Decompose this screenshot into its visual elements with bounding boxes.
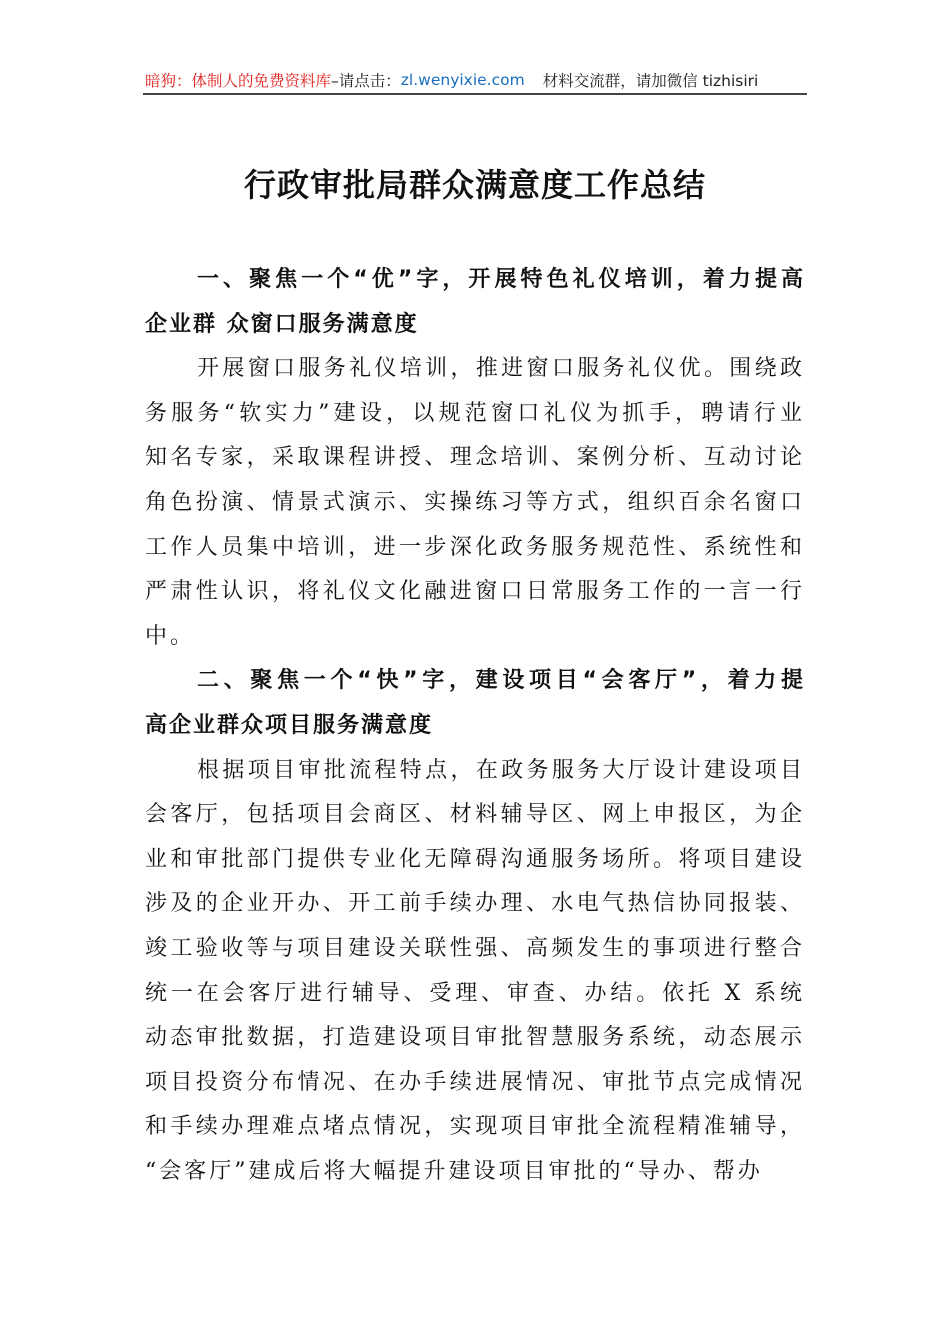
header-divider: [143, 93, 807, 95]
text-line: 企业群 众窗口服务满意度: [145, 311, 419, 337]
header-source-text: 暗狗：体制人的免费资料库: [145, 72, 332, 90]
body-paragraph: [145, 749, 805, 1195]
text-line: 务服务“软实力”建设，以规范窗口礼仪为抓手，聘请行业: [145, 400, 805, 426]
document-body: [145, 258, 805, 1194]
page-header: [145, 66, 805, 94]
body-paragraph: [145, 347, 805, 659]
text-line: 和手续办理难点堵点情况，实现项目审批全流程精准辅导，: [145, 1114, 805, 1140]
text-line: 高企业群众项目服务满意度: [145, 712, 434, 738]
text-line: 涉及的企业开办、开工前手续办理、水电气热信协同报装、: [145, 891, 805, 917]
section-heading: [145, 659, 805, 748]
section-heading: [145, 258, 805, 347]
document-title: 行政审批局群众满意度工作总结: [243, 166, 706, 204]
header-link[interactable]: zl.wenyixie.com: [400, 71, 525, 89]
text-line: 竣工验收等与项目建设关联性强、高频发生的事项进行整合: [145, 935, 805, 961]
text-line: 统一在会客厅进行辅导、受理、审查、办结。依托 X 系统: [145, 980, 805, 1006]
text-line: 工作人员集中培训，进一步深化政务服务规范性、系统性和: [145, 534, 805, 560]
text-line: 根据项目审批流程特点，在政务服务大厅设计建设项目: [197, 757, 805, 783]
text-line: 项目投资分布情况、在办手续进展情况、审批节点完成情况: [145, 1069, 805, 1095]
text-line: “会客厅”建成后将大幅提升建设项目审批的“导办、帮办: [145, 1158, 763, 1184]
header-contact-text: 材料交流群，请加微信 tizhisiri: [542, 72, 759, 90]
text-line: 业和审批部门提供专业化无障碍沟通服务场所。将项目建设: [145, 846, 805, 872]
text-line: 一、聚焦一个“优”字，开展特色礼仪培训，着力提高: [197, 267, 805, 292]
text-line: 二、聚焦一个“快”字，建设项目“会客厅”，着力提: [197, 668, 805, 694]
text-line: 中。: [145, 623, 196, 649]
text-line: 动态审批数据，打造建设项目审批智慧服务系统，动态展示: [145, 1025, 805, 1051]
text-line: 会客厅，包括项目会商区、材料辅导区、网上申报区，为企: [145, 802, 805, 828]
text-line: 知名专家，采取课程讲授、理念培训、案例分析、互动讨论: [145, 445, 805, 471]
text-line: 开展窗口服务礼仪培训，推进窗口服务礼仪优。围绕政: [197, 356, 805, 382]
text-line: 严肃性认识，将礼仪文化融进窗口日常服务工作的一言一行: [145, 579, 805, 605]
text-line: 角色扮演、情景式演示、实操练习等方式，组织百余名窗口: [145, 489, 805, 515]
header-prompt-text: –请点击：: [331, 72, 401, 90]
